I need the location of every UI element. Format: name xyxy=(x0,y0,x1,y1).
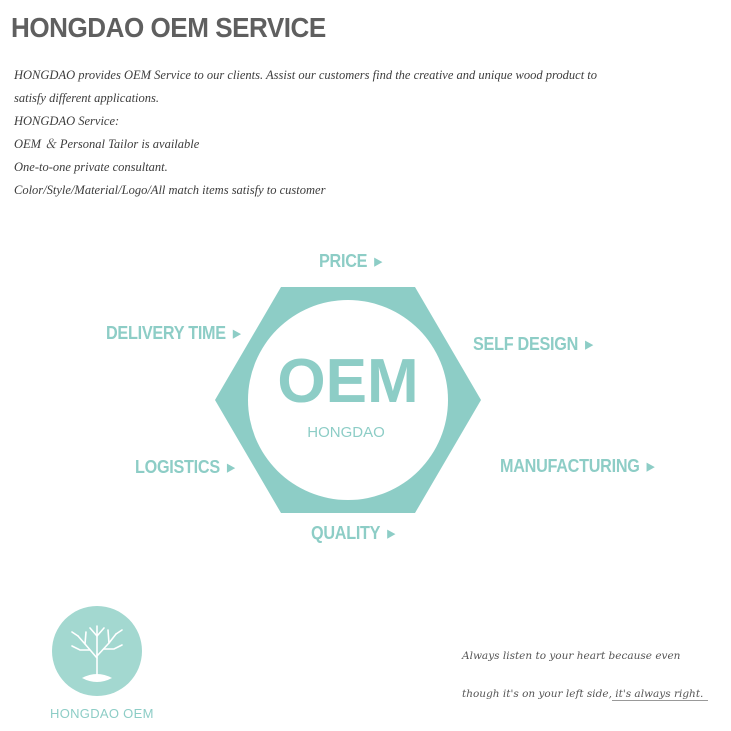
arrow-right-icon: ▶ xyxy=(585,339,593,351)
label-logistics-text: LOGISTICS xyxy=(135,457,220,477)
logo-text: HONGDAO OEM xyxy=(50,706,154,721)
intro-line: Color/Style/Material/Logo/All match items satisfy to customer xyxy=(14,183,326,197)
label-logistics xyxy=(135,457,234,478)
quote-underline xyxy=(612,700,708,701)
label-delivery-time xyxy=(106,323,240,344)
label-manufacturing-text: MANUFACTURING xyxy=(500,456,640,476)
oem-hexagon-graphic xyxy=(0,230,731,570)
quote-line-2: though it's on your left side, it's always right. xyxy=(462,688,704,700)
oem-center-subtext: HONGDAO xyxy=(307,424,385,441)
arrow-right-icon: ▶ xyxy=(387,528,395,540)
arrow-right-icon: ▶ xyxy=(646,461,655,473)
oem-diagram xyxy=(0,230,731,570)
arrow-right-icon: ▶ xyxy=(233,328,241,340)
arrow-right-icon: ▶ xyxy=(374,256,382,268)
quote-line-1: Always listen to your heart because even xyxy=(462,650,681,662)
label-quality xyxy=(311,523,395,544)
label-delivery-time-text: DELIVERY TIME xyxy=(106,323,226,343)
intro-line: HONGDAO Service: xyxy=(14,114,120,128)
intro-line: satisfy different applications. xyxy=(14,91,160,105)
label-price-text: PRICE xyxy=(319,251,368,271)
intro-line: HONGDAO provides OEM Service to our clients. Assist our customers find the creative and unique wood product to xyxy=(14,68,598,82)
intro-line: OEM ＆ Personal Tailor is available xyxy=(14,137,200,151)
label-self-design xyxy=(473,334,593,355)
label-quality-text: QUALITY xyxy=(311,523,381,543)
intro-line: One-to-one private consultant. xyxy=(14,160,168,174)
label-price xyxy=(319,251,382,272)
tree-logo xyxy=(52,606,142,696)
label-self-design-text: SELF DESIGN xyxy=(473,334,579,354)
label-manufacturing xyxy=(500,456,654,477)
oem-center-text: OEM xyxy=(277,347,419,416)
page-title: HONGDAO OEM SERVICE xyxy=(11,12,326,43)
arrow-right-icon: ▶ xyxy=(227,462,235,474)
tree-icon xyxy=(52,606,142,696)
intro-text xyxy=(14,66,694,204)
